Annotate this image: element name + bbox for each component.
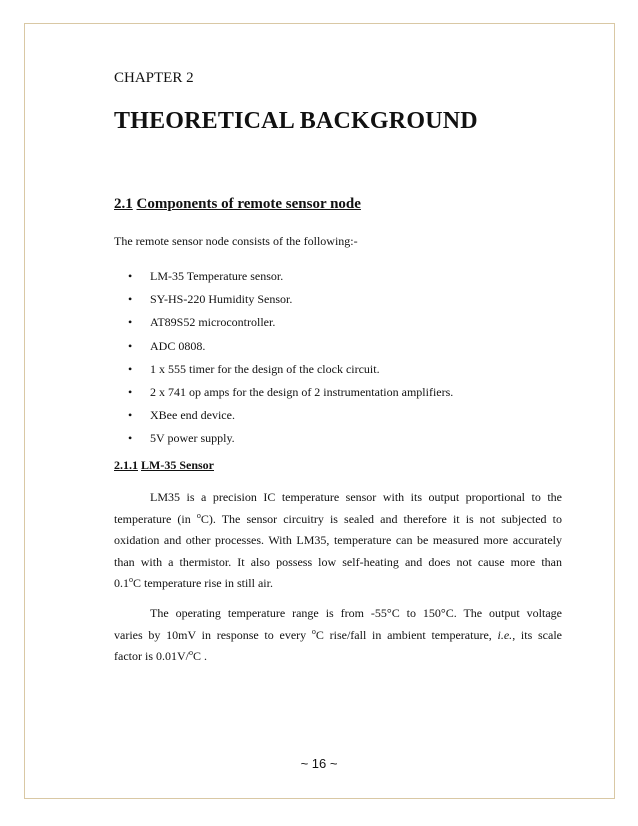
list-item: • SY-HS-220 Humidity Sensor.: [128, 292, 293, 307]
section-heading: [114, 196, 361, 213]
paragraph-line: LM35 is a precision IC temperature sensor with its output proportional to the: [150, 490, 562, 504]
paragraph-line: factor is 0.01V/$^o$C .: [114, 648, 207, 663]
intro-text: The remote sensor node consists of the following:-: [114, 234, 358, 248]
bullet-icon: •: [128, 361, 133, 376]
section-number: 2.1: [114, 196, 133, 212]
bullet-icon: •: [128, 269, 133, 283]
paragraph-line: temperature (in $^o$C). The sensor circuitry is sealed and therefore it is not subjected to: [114, 510, 562, 526]
paragraph-line: varies by 10mV in response to every $^o$C rise/fall in ambient temperature, i.e., its scale: [114, 626, 562, 642]
list-item: • XBee end device.: [128, 408, 235, 423]
paragraph-line: The operating temperature range is from -55°C to 150°C. The output voltage: [150, 606, 562, 620]
bullet-icon: •: [128, 292, 133, 307]
subsection-title: LM-35 Sensor: [141, 458, 214, 472]
paragraph-line: than with a thermistor. It also possess low self-heating and does not cause more than: [114, 554, 562, 569]
chapter-title: THEORETICAL BACKGROUND: [114, 108, 478, 134]
paragraph-operating-range: [114, 603, 562, 668]
chapter-label: CHAPTER 2: [114, 70, 194, 86]
list-item: • ADC 0808.: [128, 338, 206, 353]
section-title: Components of remote sensor node: [136, 196, 361, 212]
bullet-icon: •: [128, 338, 133, 353]
page-number: ~ 16 ~: [300, 756, 338, 771]
paragraph-line: oxidation and other processes. With LM35, temperature can be measured more accurately: [114, 533, 562, 547]
paragraph-line: 0.1$^o$C temperature rise in still air.: [114, 575, 273, 590]
bullet-icon: •: [128, 384, 133, 399]
list-item: • 1 x 555 timer for the design of the clock circuit.: [128, 361, 380, 376]
bullet-icon: •: [128, 315, 133, 330]
component-list: [114, 268, 453, 454]
list-item: • 2 x 741 op amps for the design of 2 instrumentation amplifiers.: [128, 384, 454, 399]
bullet-icon: •: [128, 431, 133, 446]
paragraph-lm35-intro: [114, 487, 562, 595]
subsection-number: 2.1.1: [114, 458, 138, 472]
list-item: • AT89S52 microcontroller.: [128, 315, 276, 330]
list-item: • LM-35 Temperature sensor.: [128, 269, 284, 283]
list-item: • 5V power supply.: [128, 431, 235, 446]
subsection-heading: [114, 458, 214, 473]
bullet-icon: •: [128, 408, 133, 423]
